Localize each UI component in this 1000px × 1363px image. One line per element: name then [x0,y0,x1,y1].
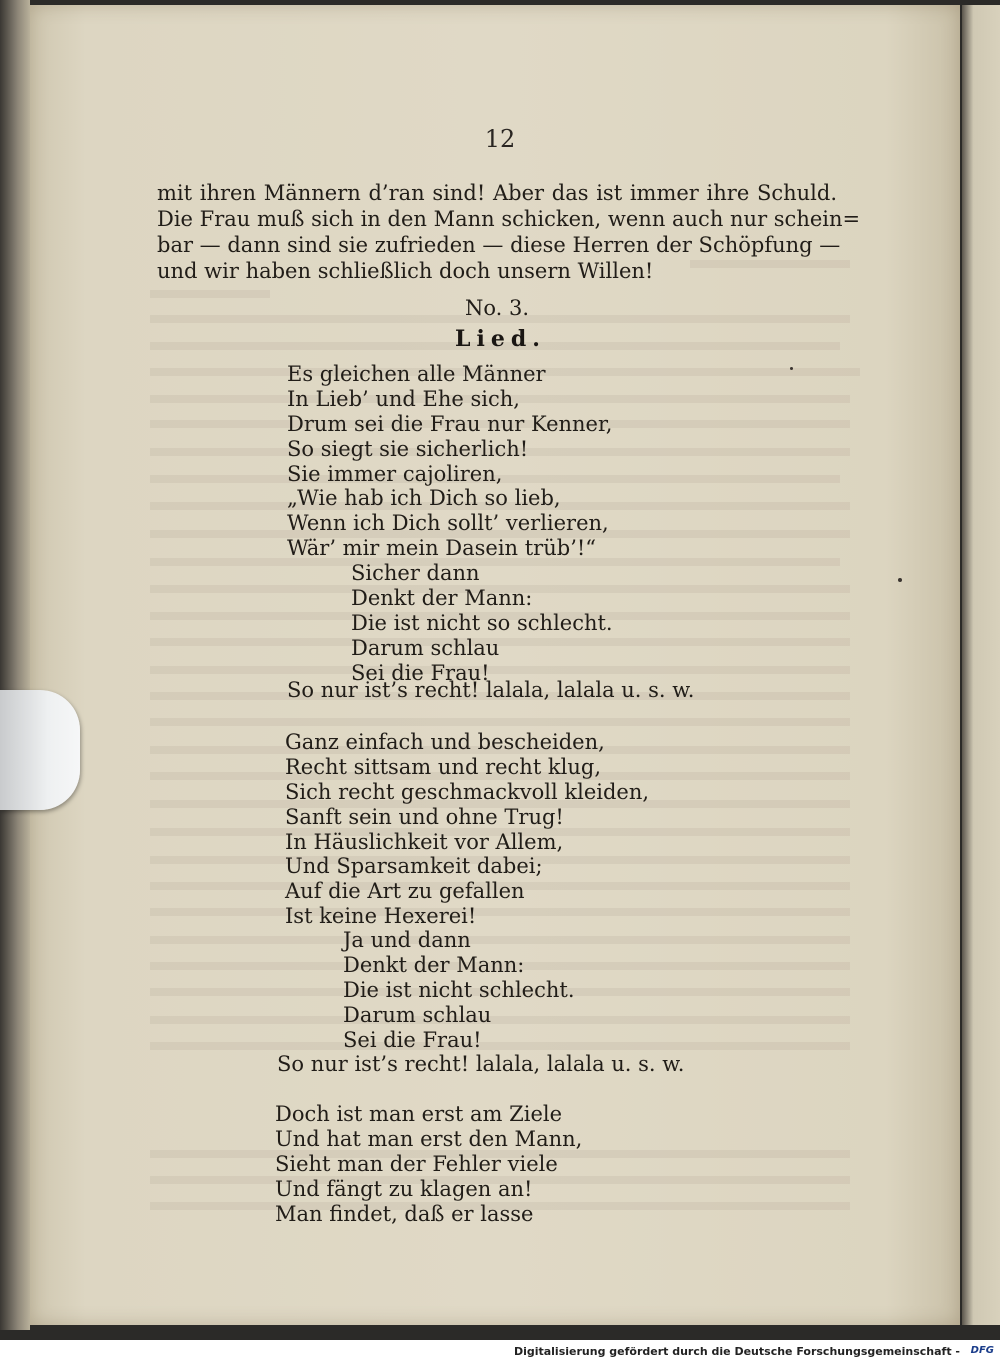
refrain-line: Die ist nicht so schlecht. [351,610,613,635]
verse-line: Sich recht geschmackvoll kleiden, [285,779,650,804]
verse-line: So siegt sie sicherlich! [287,436,529,461]
prose-line: Die Frau muß sich in den Mann schicken, wenn auch nur schein= [157,207,861,231]
verse-line: Ist keine Hexerei! [285,904,477,929]
refrain-line: Darum schlau [343,1002,492,1027]
verse-1 [287,362,612,561]
refrain-line: Denkt der Mann: [351,585,533,610]
verse-line: Es gleichen alle Männer [287,362,546,386]
song-title: Lied. [455,326,546,352]
verse-line: In Lieb’ und Ehe sich, [287,386,520,411]
verse-line: Recht sittsam und recht klug, [285,754,602,779]
verse-line: Doch ist man erst am Ziele [275,1102,563,1126]
verse-line: „Wie hab ich Dich so lieb, [287,486,561,511]
refrain-line: Ja und dann [343,928,471,952]
verse-line: Sieht man der Fehler viele [275,1151,558,1176]
verse-3 [275,1102,582,1226]
scanner-tab-marker [0,690,80,810]
refrain-1-end: So nur ist’s recht! lalala, lalala u. s. w. [287,678,695,702]
paper-speck [790,367,793,370]
verse-line: Sie immer cajoliren, [287,461,503,486]
refrain-line: Die ist nicht schlecht. [343,977,575,1002]
verse-line: Und fängt zu klagen an! [275,1176,533,1201]
verse-2 [285,730,649,929]
page-number: 12 [484,125,516,153]
verse-line: Ganz einfach und bescheiden, [285,730,605,754]
verse-line: Drum sei die Frau nur Kenner, [287,411,613,436]
prose-line: und wir haben schließlich doch unsern Willen! [157,259,654,283]
verse-line: Und hat man erst den Mann, [275,1126,583,1151]
verse-line: In Häuslichkeit vor Allem, [285,829,564,854]
verse-line: Wenn ich Dich sollt’ verlieren, [287,511,609,536]
refrain-line: Sei die Frau! [343,1027,482,1052]
dfg-logo: DFG [970,1345,994,1356]
paper-speck [898,578,902,582]
prose-line: mit ihren Männern d’ran sind! Aber das ist immer ihre Schuld. [157,181,837,205]
facing-page-edge [962,5,1000,1325]
prose-paragraph [157,180,861,284]
funding-credit: Digitalisierung gefördert durch die Deutsche Forschungsgemeinschaft - [513,1345,960,1358]
refrain-line: Sicher dann [351,561,480,585]
refrain-line: Sei die Frau! [351,660,490,685]
refrain-line: Darum schlau [351,635,500,660]
song-number: No. 3. [465,296,530,320]
refrain-2 [285,928,575,1052]
verse-line: Man findet, daß er lasse [275,1201,534,1226]
verse-line: Wär’ mir mein Dasein trüb’!“ [287,536,597,561]
verse-line: Auf die Art zu gefallen [285,879,525,904]
verse-line: Sanft sein und ohne Trug! [285,804,564,829]
refrain-1 [287,561,613,685]
book-left-edge [0,0,30,1330]
refrain-2-end: So nur ist’s recht! lalala, lalala u. s. w. [277,1052,685,1076]
verse-line: Und Sparsamkeit dabei; [285,854,543,879]
prose-line: bar — dann sind sie zufrieden — diese Herren der Schöpfung — [157,233,841,257]
refrain-line: Denkt der Mann: [343,952,525,977]
